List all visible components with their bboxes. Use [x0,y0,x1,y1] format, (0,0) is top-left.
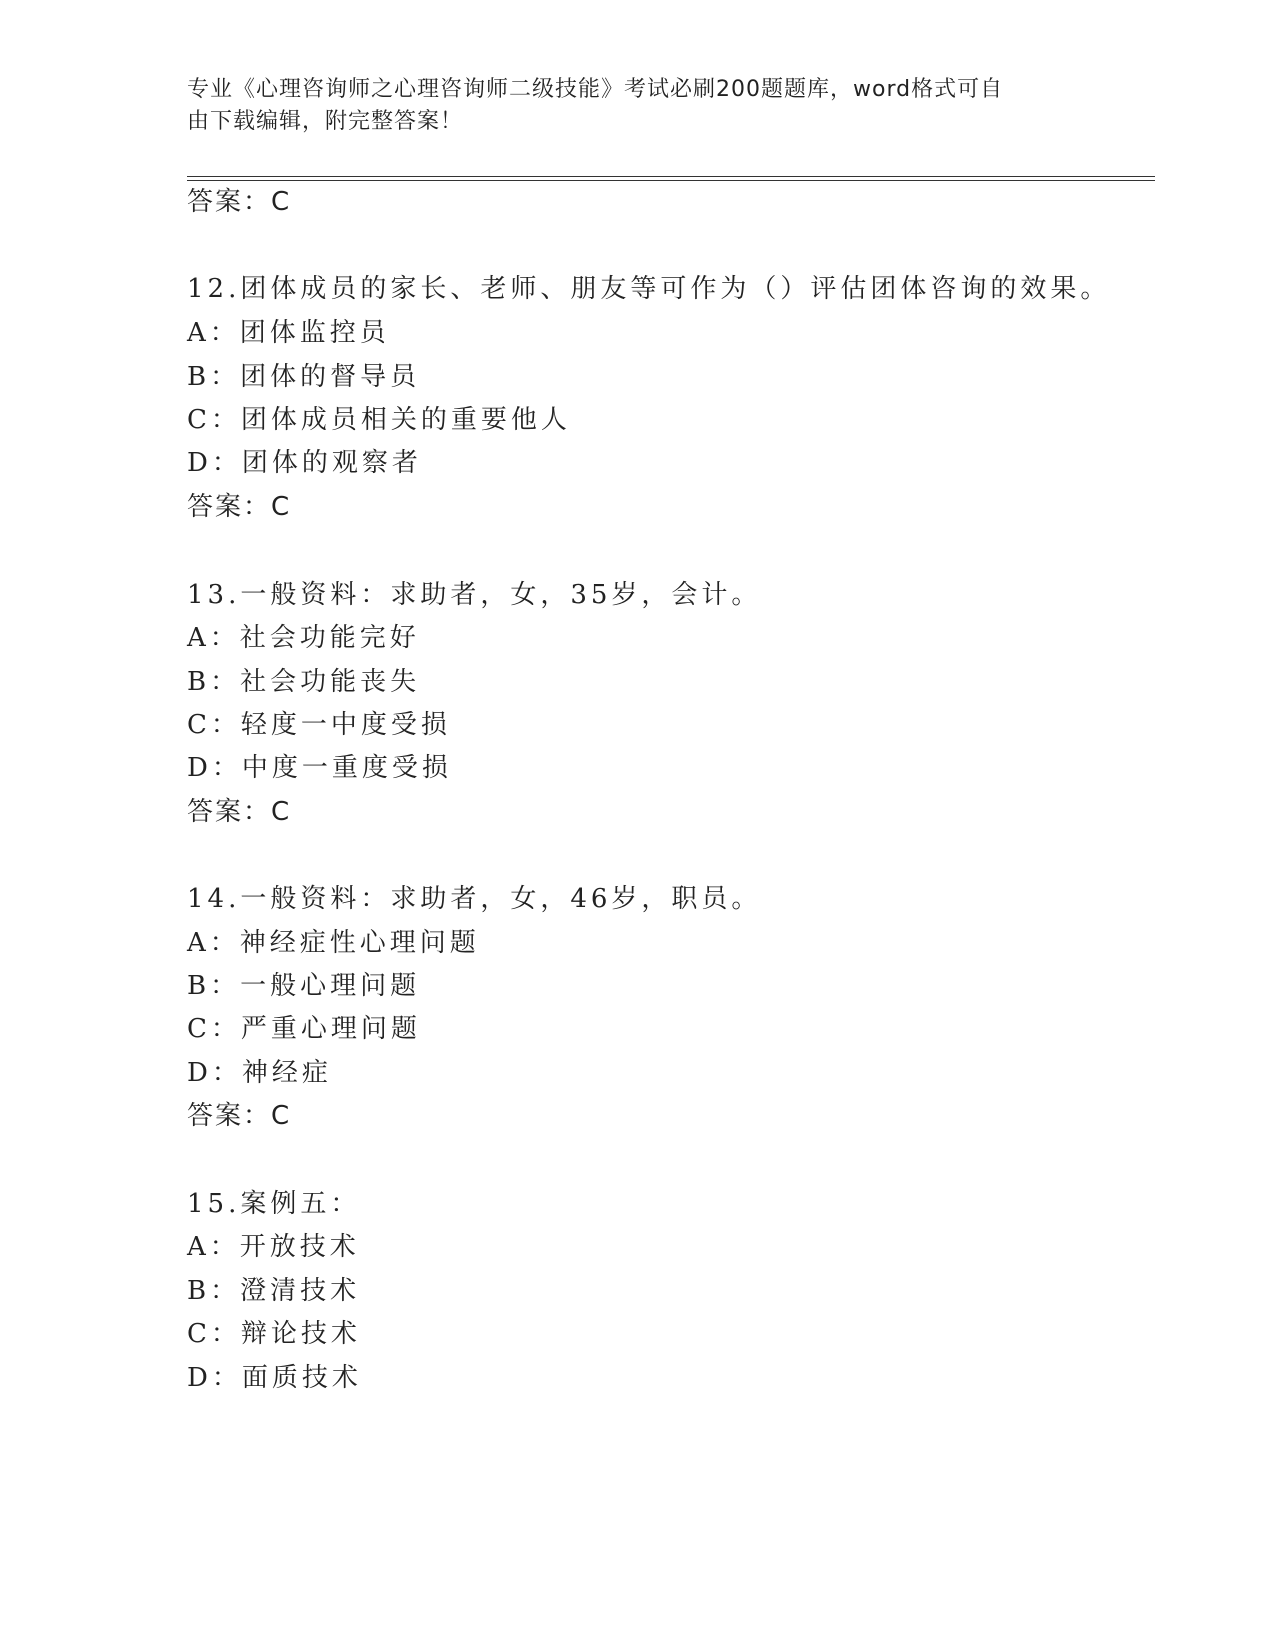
option-12-a: A：团体监控员 [187,318,390,348]
option-14-b: B：一般心理问题 [187,971,421,1001]
option-15-c: C：辩论技术 [187,1319,361,1349]
option-15-b: B：澄清技术 [187,1276,361,1306]
option-12-b: B：团体的督导员 [187,362,421,392]
question-15: 15.案例五： [187,1189,361,1219]
option-13-b: B：社会功能丧失 [187,667,421,697]
page-header [187,74,1067,138]
option-12-d: D：团体的观察者 [187,448,422,478]
option-15-d: D：面质技术 [187,1363,362,1393]
header-line-2: 由下载编辑，附完整答案！ [187,109,464,134]
answer-line: 答案：C [187,187,292,217]
option-14-c: C：严重心理问题 [187,1014,421,1044]
option-13-c: C：轻度一中度受损 [187,710,451,740]
question-12: 12.团体成员的家长、老师、朋友等可作为（）评估团体咨询的效果。 [187,274,1111,304]
option-14-d: D：神经症 [187,1058,332,1088]
option-13-a: A：社会功能完好 [187,623,420,653]
option-12-c: C：团体成员相关的重要他人 [187,405,571,435]
answer-13: 答案：C [187,797,292,827]
answer-14: 答案：C [187,1101,292,1131]
option-14-a: A：神经症性心理问题 [187,928,480,958]
question-13: 13.一般资料：求助者，女，35岁，会计。 [187,580,762,610]
option-13-d: D：中度一重度受损 [187,753,452,783]
header-line-1: 专业《心理咨询师之心理咨询师二级技能》考试必刷200题题库，word格式可自 [187,77,1004,102]
option-15-a: A：开放技术 [187,1232,360,1262]
question-14: 14.一般资料：求助者，女，46岁，职员。 [187,884,762,914]
header-divider [187,176,1155,181]
answer-12: 答案：C [187,492,292,522]
